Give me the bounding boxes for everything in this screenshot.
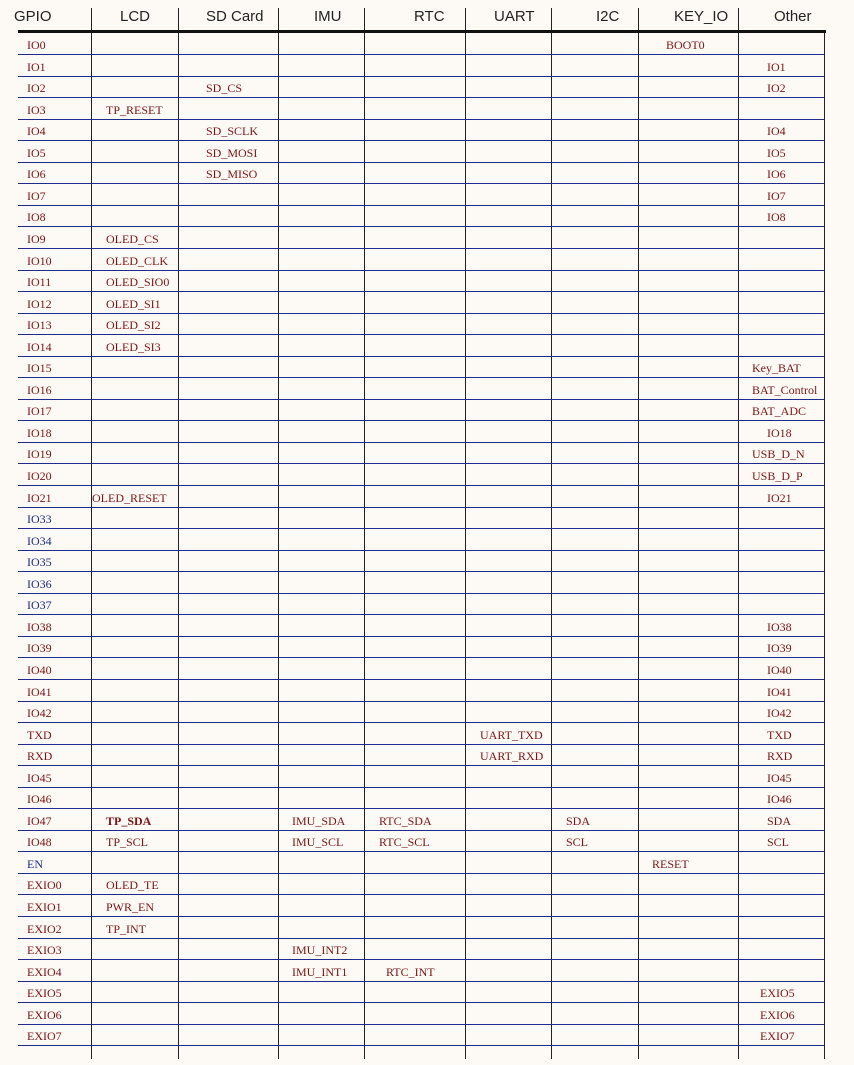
- gpio-label: IO10: [27, 254, 52, 268]
- gpio-label: IO7: [27, 189, 46, 203]
- cell-rtc: RTC_SDA: [379, 814, 432, 828]
- row-divider: [18, 442, 824, 443]
- cell-other: RXD: [767, 749, 793, 763]
- column-divider: [824, 33, 825, 1059]
- row-divider: [18, 140, 824, 141]
- gpio-label: EXIO3: [27, 943, 62, 957]
- cell-other: EXIO6: [760, 1008, 795, 1022]
- row-divider: [18, 959, 824, 960]
- row-divider: [18, 722, 824, 723]
- row-divider: [18, 679, 824, 680]
- gpio-label: EXIO6: [27, 1008, 62, 1022]
- cell-other: IO40: [767, 663, 792, 677]
- cell-lcd: OLED_SIO0: [106, 275, 170, 289]
- gpio-label: IO47: [27, 814, 52, 828]
- row-divider: [18, 356, 824, 357]
- cell-other: TXD: [767, 728, 792, 742]
- row-divider: [18, 550, 824, 551]
- cell-lcd: PWR_EN: [106, 900, 154, 914]
- row-divider: [18, 420, 824, 421]
- gpio-label: IO1: [27, 60, 46, 74]
- gpio-label: IO33: [27, 512, 52, 526]
- cell-other: IO41: [767, 685, 792, 699]
- row-divider: [18, 744, 824, 745]
- row-divider: [18, 377, 824, 378]
- row-divider: [18, 463, 824, 464]
- cell-other: IO1: [767, 60, 786, 74]
- gpio-label: EXIO5: [27, 986, 62, 1000]
- header-other: Other: [774, 8, 812, 25]
- gpio-label: EXIO7: [27, 1029, 62, 1043]
- cell-rtc: RTC_SCL: [379, 835, 430, 849]
- cell-other: IO7: [767, 189, 786, 203]
- row-divider: [18, 528, 824, 529]
- gpio-label: IO16: [27, 383, 52, 397]
- row-divider: [18, 97, 824, 98]
- gpio-label: IO18: [27, 426, 52, 440]
- row-divider: [18, 119, 824, 120]
- column-divider: [465, 33, 466, 1059]
- cell-other: USB_D_P: [752, 469, 803, 483]
- gpio-label: IO4: [27, 124, 46, 138]
- header-divider: [91, 8, 92, 30]
- cell-sd-card: SD_CS: [206, 81, 243, 95]
- cell-other: Key_BAT: [752, 361, 801, 375]
- gpio-label: IO15: [27, 361, 52, 375]
- column-divider: [178, 33, 179, 1059]
- cell-other: IO8: [767, 210, 786, 224]
- cell-imu: IMU_INT1: [292, 965, 348, 979]
- gpio-label: IO37: [27, 598, 52, 612]
- cell-lcd: TP_SDA: [106, 814, 152, 828]
- gpio-label: EXIO1: [27, 900, 62, 914]
- header-gpio: GPIO: [14, 8, 52, 25]
- row-divider: [18, 808, 824, 809]
- gpio-label: IO5: [27, 146, 46, 160]
- header-i2c: I2C: [596, 8, 620, 25]
- gpio-label: IO36: [27, 577, 52, 591]
- gpio-label: IO2: [27, 81, 46, 95]
- gpio-label: IO3: [27, 103, 46, 117]
- cell-other: EXIO7: [760, 1029, 795, 1043]
- row-divider: [18, 270, 824, 271]
- row-divider: [18, 765, 824, 766]
- cell-other: USB_D_N: [752, 447, 805, 461]
- gpio-label: IO17: [27, 404, 52, 418]
- gpio-label: IO9: [27, 232, 46, 246]
- cell-imu: IMU_INT2: [292, 943, 348, 957]
- cell-other: BAT_Control: [752, 383, 818, 397]
- gpio-label: IO41: [27, 685, 52, 699]
- cell-other: BAT_ADC: [752, 404, 807, 418]
- row-divider: [18, 636, 824, 637]
- row-divider: [18, 614, 824, 615]
- header-divider: [638, 8, 639, 30]
- gpio-label: IO21: [27, 491, 52, 505]
- row-divider: [18, 485, 824, 486]
- row-divider: [18, 593, 824, 594]
- cell-other: IO38: [767, 620, 792, 634]
- header-divider: [364, 8, 365, 30]
- cell-lcd: OLED_SI2: [106, 318, 161, 332]
- cell-uart: UART_RXD: [480, 749, 544, 763]
- header-imu: IMU: [314, 8, 342, 25]
- gpio-label: TXD: [27, 728, 52, 742]
- row-divider: [18, 851, 824, 852]
- cell-imu: IMU_SDA: [292, 814, 346, 828]
- header-sd-card: SD Card: [206, 8, 264, 25]
- header-lcd: LCD: [120, 8, 151, 25]
- cell-lcd: TP_SCL: [106, 835, 149, 849]
- cell-lcd: OLED_TE: [106, 878, 159, 892]
- gpio-label: EXIO0: [27, 878, 62, 892]
- cell-lcd: TP_RESET: [106, 103, 163, 117]
- gpio-label: IO46: [27, 792, 52, 806]
- column-divider: [364, 33, 365, 1059]
- cell-other: EXIO5: [760, 986, 795, 1000]
- header-rtc: RTC: [414, 8, 445, 25]
- row-divider: [18, 981, 824, 982]
- header-divider: [551, 8, 552, 30]
- header-divider: [465, 8, 466, 30]
- cell-other: IO18: [767, 426, 792, 440]
- row-divider: [18, 183, 824, 184]
- column-divider: [638, 33, 639, 1059]
- row-divider: [18, 248, 824, 249]
- cell-sd-card: SD_MOSI: [206, 146, 258, 160]
- cell-lcd: OLED_SI3: [106, 340, 161, 354]
- row-divider: [18, 916, 824, 917]
- gpio-label: IO11: [27, 275, 52, 289]
- row-divider: [18, 657, 824, 658]
- column-divider: [278, 33, 279, 1059]
- gpio-label: IO38: [27, 620, 52, 634]
- row-divider: [18, 873, 824, 874]
- gpio-label: IO19: [27, 447, 52, 461]
- header-underline: [18, 30, 826, 33]
- cell-i2c: SDA: [566, 814, 591, 828]
- row-divider: [18, 701, 824, 702]
- row-divider: [18, 399, 824, 400]
- cell-lcd: OLED_CS: [106, 232, 159, 246]
- row-divider: [18, 291, 824, 292]
- column-divider: [91, 33, 92, 1059]
- cell-other: IO45: [767, 771, 792, 785]
- gpio-label: IO12: [27, 297, 52, 311]
- row-divider: [18, 787, 824, 788]
- gpio-label: EXIO4: [27, 965, 62, 979]
- row-divider: [18, 571, 824, 572]
- gpio-label: IO0: [27, 38, 46, 52]
- cell-sd-card: SD_SCLK: [206, 124, 259, 138]
- cell-lcd: OLED_SI1: [106, 297, 161, 311]
- gpio-label: IO35: [27, 555, 52, 569]
- header-divider: [278, 8, 279, 30]
- row-divider: [18, 507, 824, 508]
- row-divider: [18, 313, 824, 314]
- gpio-label: IO39: [27, 641, 52, 655]
- cell-lcd: OLED_CLK: [106, 254, 168, 268]
- gpio-label: IO40: [27, 663, 52, 677]
- cell-other: IO4: [767, 124, 786, 138]
- cell-other: IO46: [767, 792, 792, 806]
- gpio-label: EXIO2: [27, 922, 62, 936]
- gpio-label: IO42: [27, 706, 52, 720]
- gpio-label: IO45: [27, 771, 52, 785]
- gpio-label: IO48: [27, 835, 52, 849]
- row-divider: [18, 1045, 824, 1046]
- row-divider: [18, 938, 824, 939]
- header-uart: UART: [494, 8, 535, 25]
- cell-other: IO39: [767, 641, 792, 655]
- cell-lcd: OLED_RESET: [92, 491, 167, 505]
- row-divider: [18, 162, 824, 163]
- row-divider: [18, 1024, 824, 1025]
- gpio-label: IO6: [27, 167, 46, 181]
- cell-key-io: BOOT0: [666, 38, 705, 52]
- row-divider: [18, 894, 824, 895]
- row-divider: [18, 205, 824, 206]
- gpio-label: IO8: [27, 210, 46, 224]
- row-divider: [18, 830, 824, 831]
- gpio-label: IO13: [27, 318, 52, 332]
- header-key-io: KEY_IO: [674, 8, 729, 25]
- gpio-label: RXD: [27, 749, 53, 763]
- cell-sd-card: SD_MISO: [206, 167, 258, 181]
- cell-other: IO6: [767, 167, 786, 181]
- cell-other: SCL: [767, 835, 790, 849]
- row-divider: [18, 226, 824, 227]
- cell-other: IO42: [767, 706, 792, 720]
- cell-i2c: SCL: [566, 835, 589, 849]
- column-divider: [551, 33, 552, 1059]
- cell-other: IO2: [767, 81, 786, 95]
- row-divider: [18, 334, 824, 335]
- cell-rtc: RTC_INT: [386, 965, 435, 979]
- row-divider: [18, 76, 824, 77]
- row-divider: [18, 54, 824, 55]
- row-divider: [18, 1002, 824, 1003]
- gpio-label: IO14: [27, 340, 52, 354]
- gpio-label: EN: [27, 857, 43, 871]
- cell-other: SDA: [767, 814, 792, 828]
- cell-uart: UART_TXD: [480, 728, 543, 742]
- cell-other: IO21: [767, 491, 792, 505]
- column-divider: [738, 33, 739, 1059]
- gpio-label: IO34: [27, 534, 52, 548]
- cell-imu: IMU_SCL: [292, 835, 344, 849]
- cell-key-io: RESET: [652, 857, 689, 871]
- header-divider: [178, 8, 179, 30]
- cell-other: IO5: [767, 146, 786, 160]
- cell-lcd: TP_INT: [106, 922, 146, 936]
- gpio-label: IO20: [27, 469, 52, 483]
- header-divider: [738, 8, 739, 30]
